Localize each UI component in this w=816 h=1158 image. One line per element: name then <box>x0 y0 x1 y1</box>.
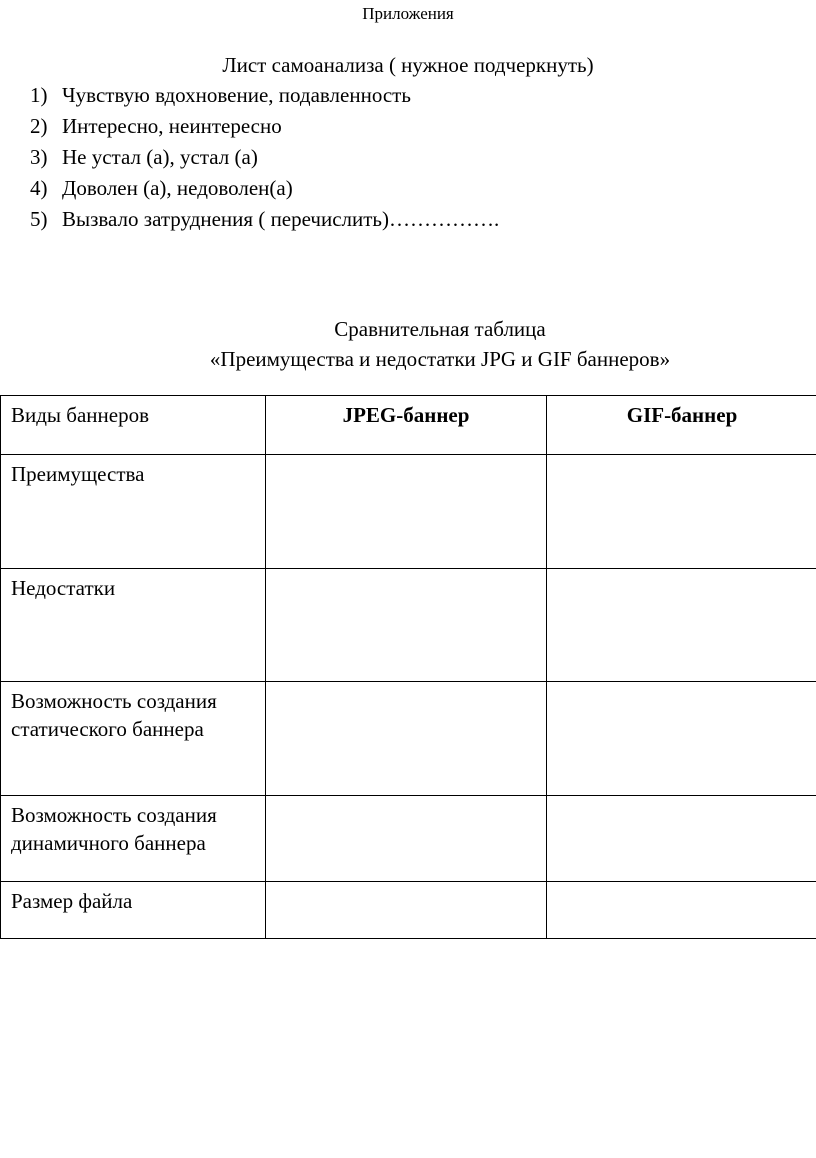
table-header-row <box>1 396 816 455</box>
list-item-text: Вызвало затруднения ( перечислить)……………. <box>62 207 500 231</box>
comparison-title-line-1: Сравнительная таблица <box>334 317 546 341</box>
row-label-cell: Возможность создания статического баннера <box>1 682 266 796</box>
comparison-table-title <box>0 314 816 374</box>
gif-cell[interactable] <box>547 455 816 569</box>
table-row <box>1 569 816 682</box>
list-item-number: 3) <box>30 145 48 169</box>
jpeg-cell[interactable] <box>266 455 547 569</box>
list-item <box>30 142 499 173</box>
list-item-text: Чувствую вдохновение, подавленность <box>62 83 411 107</box>
self-analysis-title: Лист самоанализа ( нужное подчеркнуть) <box>222 53 594 77</box>
jpeg-cell[interactable] <box>266 569 547 682</box>
list-item-number: 2) <box>30 114 48 138</box>
table-row <box>1 682 816 796</box>
row-label-cell: Возможность создания динамичного баннера <box>1 796 266 882</box>
row-label-cell: Преимущества <box>1 455 266 569</box>
comparison-table <box>0 395 816 939</box>
jpeg-cell[interactable] <box>266 796 547 882</box>
gif-cell[interactable] <box>547 882 816 939</box>
list-item-text: Доволен (а), недоволен(а) <box>62 176 293 200</box>
header-cell-jpeg: JPEG-баннер <box>266 396 547 455</box>
jpeg-cell[interactable] <box>266 882 547 939</box>
list-item <box>30 111 499 142</box>
table-row <box>1 455 816 569</box>
comparison-title-line-2: «Преимущества и недостатки JPG и GIF баннеров» <box>209 347 671 371</box>
header-cell-gif: GIF-баннер <box>547 396 816 455</box>
list-item-number: 1) <box>30 83 48 107</box>
list-item <box>30 80 499 111</box>
self-analysis-list <box>30 80 499 235</box>
gif-cell[interactable] <box>547 569 816 682</box>
list-item-text: Не устал (а), устал (а) <box>62 145 258 169</box>
table-row <box>1 796 816 882</box>
list-item <box>30 173 499 204</box>
row-label-cell: Недостатки <box>1 569 266 682</box>
row-label-cell: Размер файла <box>1 882 266 939</box>
header-cell-banner-types: Виды баннеров <box>1 396 266 455</box>
list-item-number: 4) <box>30 176 48 200</box>
table-row <box>1 882 816 939</box>
appendix-header: Приложения <box>362 4 454 23</box>
gif-cell[interactable] <box>547 682 816 796</box>
list-item-text: Интересно, неинтересно <box>62 114 282 138</box>
gif-cell[interactable] <box>547 796 816 882</box>
list-item-number: 5) <box>30 207 48 231</box>
list-item <box>30 204 499 235</box>
jpeg-cell[interactable] <box>266 682 547 796</box>
